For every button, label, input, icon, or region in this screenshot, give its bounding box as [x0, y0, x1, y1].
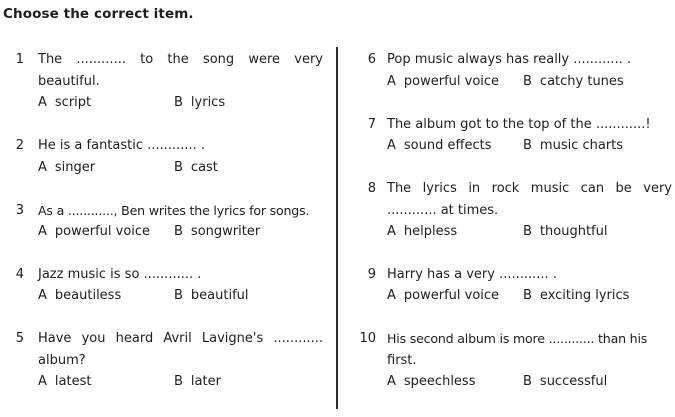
question-text: The lyrics in rock music can be very	[387, 181, 672, 196]
option-letter: B	[523, 138, 532, 153]
option-text: later	[190, 374, 221, 389]
option-letter: A	[387, 224, 396, 239]
option-a[interactable]	[38, 224, 150, 239]
option-letter: A	[38, 288, 47, 303]
option-letter: B	[523, 288, 532, 303]
option-b[interactable]	[523, 288, 629, 303]
question-text: Harry has a very ............ .	[387, 267, 557, 282]
question-text: Pop music always has really ............ .	[387, 52, 632, 67]
option-text: exciting lyrics	[539, 288, 630, 303]
option-text: speechless	[403, 374, 476, 389]
question-number: 10	[359, 331, 376, 346]
option-text: powerful voice	[54, 224, 151, 239]
question-text-continued: first.	[387, 353, 417, 368]
option-letter: A	[387, 288, 396, 303]
option-text: powerful voice	[403, 74, 500, 89]
option-letter: B	[174, 288, 183, 303]
question-number: 9	[367, 267, 376, 282]
option-b[interactable]	[174, 95, 225, 110]
option-letter: B	[523, 374, 532, 389]
option-text: thoughtful	[539, 224, 608, 239]
option-text: music charts	[539, 138, 624, 153]
option-b[interactable]	[174, 288, 249, 303]
option-letter: B	[523, 74, 532, 89]
option-text: songwriter	[190, 224, 261, 239]
question-text-continued: album?	[38, 353, 86, 368]
option-b[interactable]	[174, 160, 218, 175]
option-a[interactable]	[387, 288, 499, 303]
option-text: beautiless	[54, 288, 122, 303]
option-letter: A	[38, 95, 47, 110]
question-number: 7	[367, 117, 376, 132]
option-text: successful	[539, 374, 608, 389]
option-letter: B	[174, 374, 183, 389]
option-text: beautiful	[190, 288, 249, 303]
question-text-continued: ............ at times.	[387, 203, 499, 218]
question-text: The ............ to the song were very	[38, 52, 323, 67]
column-divider	[336, 47, 338, 409]
question-text: As a ............, Ben writes the lyrics for songs.	[38, 203, 310, 218]
instruction-heading: Choose the correct item.	[3, 6, 194, 22]
question-number: 4	[15, 267, 24, 282]
option-text: script	[54, 95, 92, 110]
option-b[interactable]	[174, 374, 221, 389]
option-b[interactable]	[174, 224, 260, 239]
option-letter: A	[387, 374, 396, 389]
option-text: sound effects	[403, 138, 492, 153]
question-text: He is a fantastic ............ .	[38, 138, 205, 153]
question-text: His second album is more ............ than his	[387, 331, 648, 346]
option-a[interactable]	[38, 288, 121, 303]
question-number: 8	[367, 181, 376, 196]
option-a[interactable]	[387, 224, 457, 239]
option-letter: B	[174, 160, 183, 175]
question-text-continued: beautiful.	[38, 74, 100, 89]
option-a[interactable]	[38, 160, 95, 175]
question-text: Have you heard Avril Lavigne's ............	[38, 331, 323, 346]
option-text: powerful voice	[403, 288, 500, 303]
question-number: 2	[15, 138, 24, 153]
question-text: The album got to the top of the ............!	[387, 117, 651, 132]
question-text: Jazz music is so ............ .	[38, 267, 202, 282]
option-text: singer	[54, 160, 96, 175]
option-letter: B	[174, 224, 183, 239]
question-number: 1	[15, 52, 24, 67]
option-letter: A	[387, 74, 396, 89]
option-a[interactable]	[38, 374, 91, 389]
option-b[interactable]	[523, 374, 607, 389]
option-b[interactable]	[523, 138, 623, 153]
option-a[interactable]	[387, 138, 491, 153]
option-b[interactable]	[523, 224, 607, 239]
option-a[interactable]	[387, 374, 475, 389]
option-letter: A	[38, 224, 47, 239]
option-letter: A	[387, 138, 396, 153]
option-letter: B	[174, 95, 183, 110]
question-number: 5	[15, 331, 24, 346]
option-text: latest	[54, 374, 92, 389]
option-a[interactable]	[38, 95, 91, 110]
option-text: lyrics	[190, 95, 226, 110]
option-letter: B	[523, 224, 532, 239]
option-a[interactable]	[387, 74, 499, 89]
option-b[interactable]	[523, 74, 624, 89]
option-text: catchy tunes	[539, 74, 624, 89]
option-text: cast	[190, 160, 218, 175]
question-number: 3	[15, 203, 24, 218]
option-letter: A	[38, 160, 47, 175]
option-text: helpless	[403, 224, 458, 239]
question-number: 6	[367, 52, 376, 67]
option-letter: A	[38, 374, 47, 389]
